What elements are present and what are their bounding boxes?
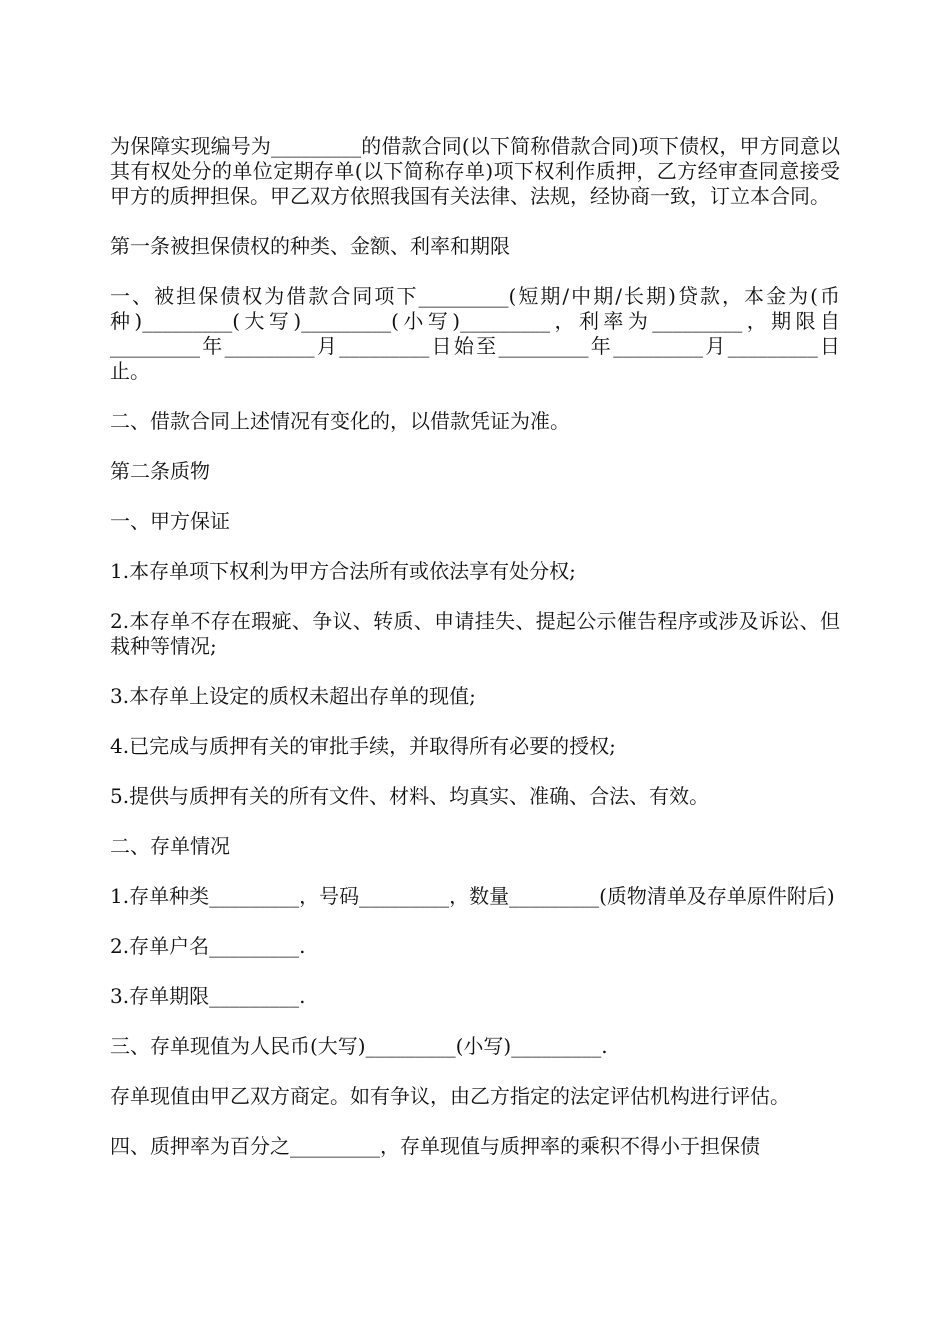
guarantee-item-2: 2.本存单不存在瑕疵、争议、转质、申请挂失、提起公示催告程序或涉及诉讼、但栽种等情况; (110, 609, 840, 658)
deposit-info-item-3: 3.存单期限_________. (110, 984, 306, 1008)
article-1-clause-2: 二、借款合同上述情况有变化的，以借款凭证为准。 (110, 409, 570, 433)
guarantee-item-3: 3.本存单上设定的质权未超出存单的现值; (110, 684, 476, 708)
article-2-section-2-heading: 二、存单情况 (110, 834, 230, 858)
deposit-info-item-1: 1.存单种类_________，号码_________，数量_________(质物清单及存单原件附后) (110, 884, 835, 908)
guarantee-item-1: 1.本存单项下权利为甲方合法所有或依法享有处分权; (110, 559, 576, 583)
deposit-info-item-2: 2.存单户名_________. (110, 934, 306, 958)
guarantee-item-5: 5.提供与质押有关的所有文件、材料、均真实、准确、合法、有效。 (110, 784, 710, 808)
guarantee-item-4: 4.已完成与质押有关的审批手续，并取得所有必要的授权; (110, 734, 616, 758)
article-1-clause-1: 一、被担保债权为借款合同项下_________(短期/中期/长期)贷款，本金为(币种)_________(大写)_________(小写)_________，利率为_________，期限自_________年_________月_________日始至_________年_________月_________日止。 (110, 284, 840, 383)
intro-paragraph: 为保障实现编号为_________的借款合同(以下简称借款合同)项下债权，甲方同意以其有权处分的单位定期存单(以下简称存单)项下权利作质押，乙方经审查同意接受甲方的质押担保。甲乙双方依照我国有关法律、法规，经协商一致，订立本合同。 (110, 134, 840, 208)
article-2-section-1-heading: 一、甲方保证 (110, 509, 230, 533)
document-body (110, 134, 840, 1159)
article-1-heading: 第一条被担保债权的种类、金额、利率和期限 (110, 234, 510, 258)
article-2-section-4: 四、质押率为百分之_________，存单现值与质押率的乘积不得小于担保债 (110, 1134, 760, 1158)
valuation-paragraph: 存单现值由甲乙双方商定。如有争议，由乙方指定的法定评估机构进行评估。 (110, 1084, 790, 1108)
article-2-section-3: 三、存单现值为人民币(大写)_________(小写)_________. (110, 1034, 608, 1058)
article-2-heading: 第二条质物 (110, 459, 210, 483)
